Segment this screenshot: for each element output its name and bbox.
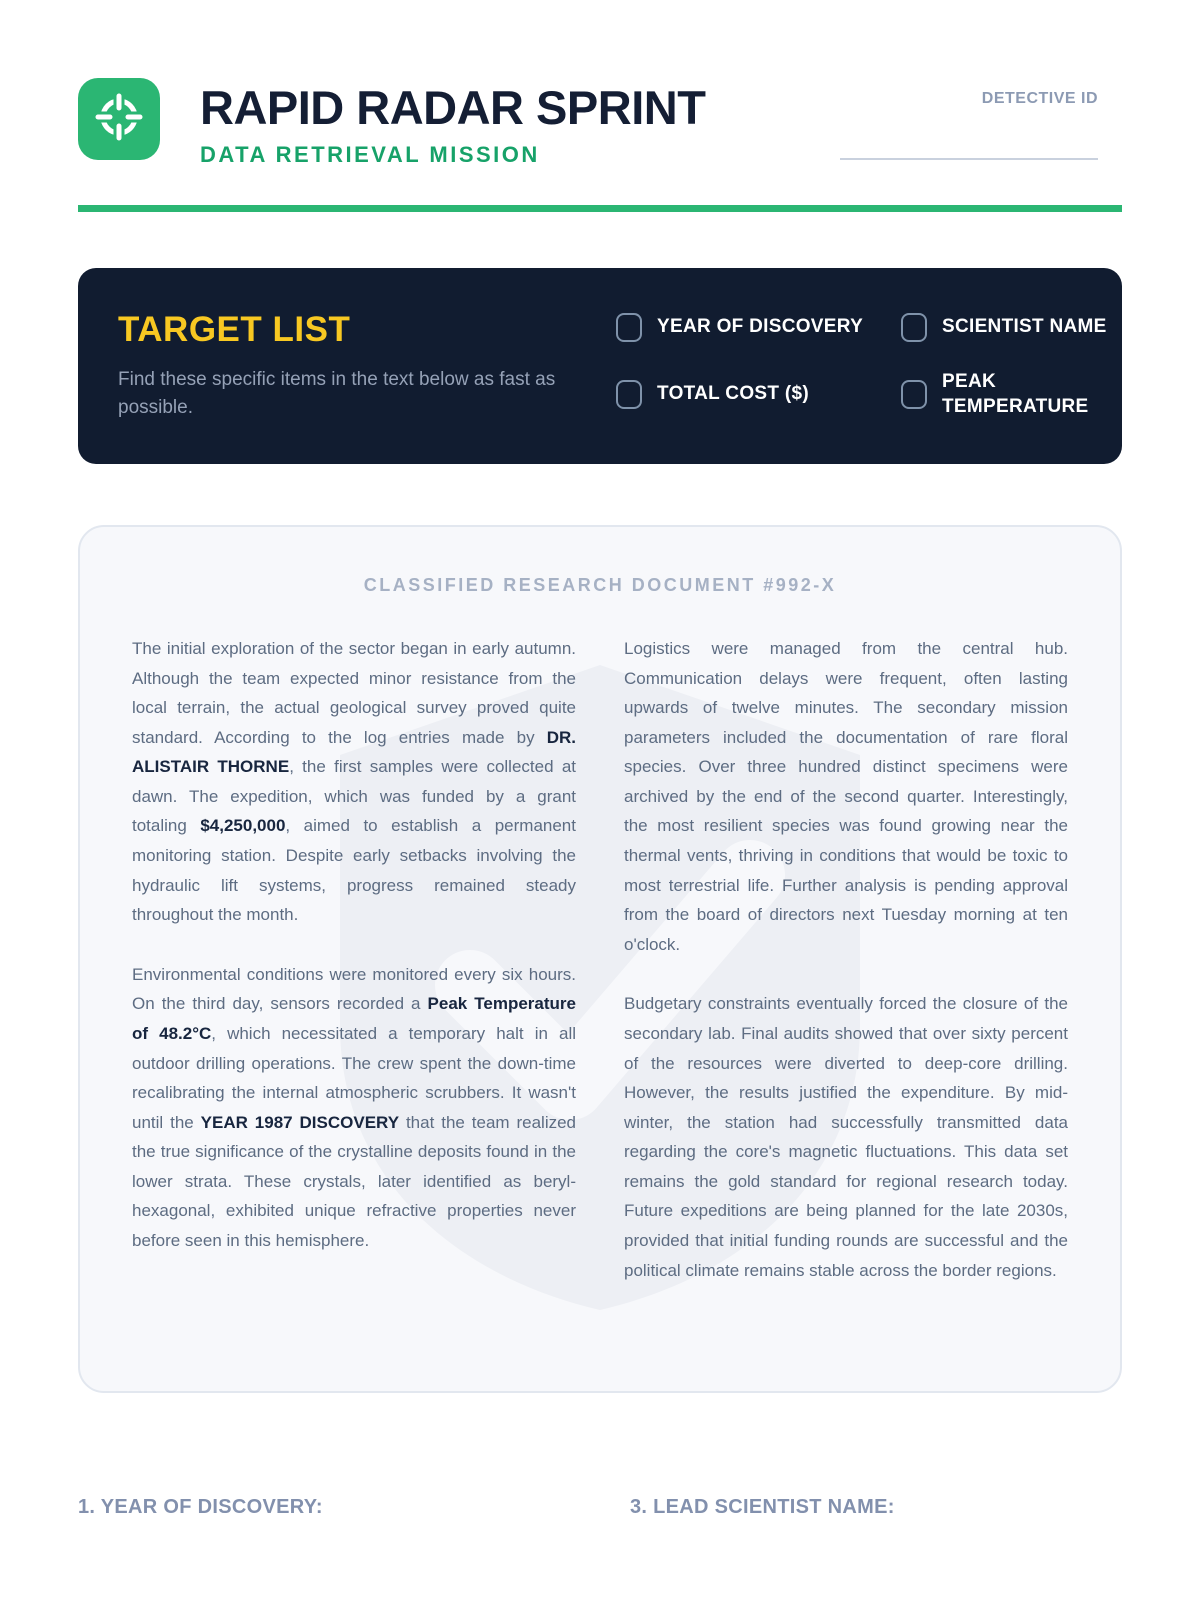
document-paragraph: Logistics were managed from the central hub. Communication delays were frequent, often lasting upwards of twelve minutes. The secondary mission parameters included the documentation of rare floral species. Over three hundred distinct specimens were archived by the end of the second quarter. Interestingly, the most resilient species was found growing near the thermal vents, thriving in conditions that would be toxic to most terrestrial life. Further analysis is pending approval from the board of directors next Tuesday morning at ten o'clock.: [624, 639, 1068, 954]
document-paragraph: Environmental conditions were monitored every six hours. On the third day, sensors recorded a Peak Temperature of 48.2°C, which necessitated a temporary halt in all outdoor drilling operations. The crew spent the down-time recalibrating the internal atmospheric scrubbers. It wasn't until the YEAR 1987 DISCOVERY that the team realized the true significance of the crystalline deposits found in the lower strata. These crystals, later identified as beryl-hexagonal, exhibited unique refractive properties never before seen in this hemisphere.: [132, 964, 577, 1250]
page-subtitle: DATA RETRIEVAL MISSION: [200, 142, 540, 167]
header-divider: [78, 205, 1122, 212]
year-of-discovery-checkbox[interactable]: [616, 313, 642, 342]
crosshair-target-icon: [93, 91, 145, 148]
document-body: [80, 634, 1120, 1315]
target-item-total-cost: [616, 370, 876, 419]
detective-id-label: DETECTIVE ID: [981, 90, 1098, 107]
answer-label-year-of-discovery: 1. YEAR OF DISCOVERY:: [78, 1496, 323, 1518]
target-list-title: TARGET LIST: [118, 309, 351, 349]
document-paragraph: The initial exploration of the sector began in early autumn. Although the team expected minor resistance from the local terrain, the actual geological survey proved quite standard. According to the log entries made by DR. ALISTAIR THORNE, the first samples were collected at dawn. The expedition, which was funded by a grant totaling $4,250,000, aimed to establish a permanent monitoring station. Despite early setbacks involving the hydraulic lift systems, progress remained steady throughout the month.: [132, 639, 576, 925]
page-title: RAPID RADAR SPRINT: [200, 81, 706, 134]
target-list-grid: [588, 313, 1131, 419]
target-list-intro: [118, 310, 588, 423]
document-heading: CLASSIFIED RESEARCH DOCUMENT #992-X: [363, 575, 837, 595]
target-list-card: [78, 268, 1122, 464]
document-column-left: [132, 634, 576, 1315]
scientist-name-checkbox[interactable]: [901, 313, 927, 342]
classified-document-card: [78, 525, 1122, 1393]
target-list-description: Find these specific items in the text below as fast as possible.: [118, 368, 556, 418]
document-column-right: [624, 634, 1068, 1315]
target-item-peak-temperature: [901, 370, 1131, 419]
target-item-label: PEAK TEMPERATURE: [942, 370, 1089, 417]
app-logo: [78, 78, 160, 160]
target-item-label: SCIENTIST NAME: [942, 315, 1107, 337]
answer-label-lead-scientist-name: 3. LEAD SCIENTIST NAME:: [630, 1496, 895, 1518]
target-item-year-of-discovery: [616, 313, 876, 342]
document-paragraph: Budgetary constraints eventually forced the closure of the secondary lab. Final audits showed that over sixty percent of the resources were diverted to deep-core drilling. However, the results justified the expenditure. By mid-winter, the station had successfully transmitted data regarding the core's magnetic fluctuations. This data set remains the gold standard for regional research today. Future expeditions are being planned for the late 2030s, provided that initial funding rounds are successful and the political climate remains stable across the border regions.: [624, 994, 1068, 1280]
target-item-label: YEAR OF DISCOVERY: [657, 315, 864, 337]
detective-id-block: [840, 90, 1098, 160]
total-cost-checkbox[interactable]: [616, 380, 642, 409]
target-item-label: TOTAL COST ($): [657, 383, 809, 405]
target-item-scientist-name: [901, 313, 1131, 342]
detective-id-field[interactable]: [840, 158, 1098, 160]
peak-temperature-checkbox[interactable]: [901, 380, 927, 409]
